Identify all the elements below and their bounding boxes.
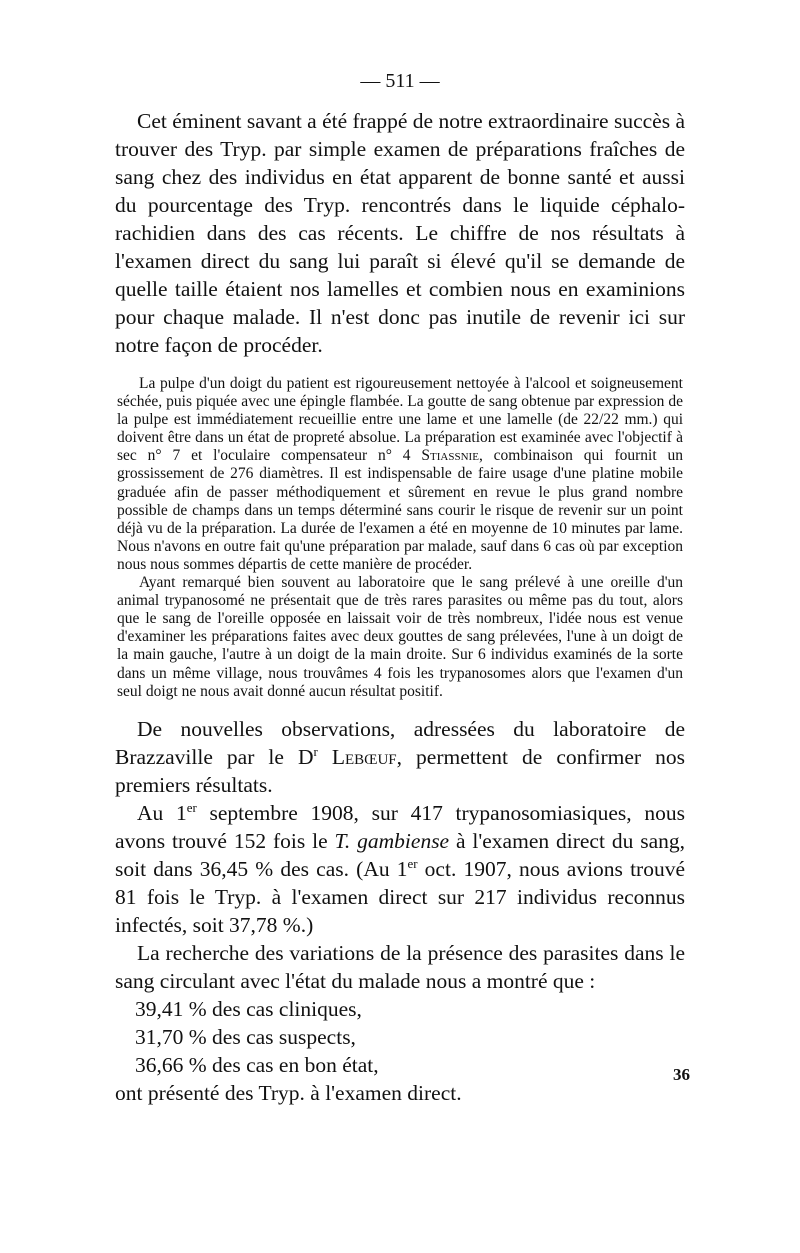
obs-text-b: , permettent de confirmer nos premiers résultats. [115, 744, 685, 797]
small-print-block [115, 375, 685, 701]
small-method-text-b: , combinaison qui fournit un grossissement de 276 diamètres. Il est indispensable de faire usage d'une platine mobile graduée afin de passer méthodiquement et sûrement en revue le plus grand nombre possible de champs dans un temps déterminé sans courir le risque de revenir sur un point déjà vu de la préparation. La durée de l'examen a été en moyenne de 10 minutes par lame. Nous n'avons en outre fait qu'une préparation par malade, sauf dans 6 cas où par exception nous nous sommes départis de cette manière de procéder. [117, 447, 683, 573]
ordinal-superscript-2: er [407, 856, 418, 871]
paragraph-intro: Cet éminent savant a été frappé de notre extraordinaire succès à trouver des Tryp. par simple examen de préparations fraîches de sang chez des individus en état apparent de bonne santé et aussi du pourcentage des Tryp. rencontrés dans le liquide céphalo-rachidien dans des cas récents. Le chiffre de nos résultats à l'examen direct du sang lui paraît si élevé qu'il se demande de quelle taille étaient nos lamelles et combien nous en examinions pour chaque malade. Il n'est donc pas inutile de revenir ici sur notre façon de procéder. [115, 109, 685, 357]
list-item: 39,41 % des cas cliniques, [135, 996, 362, 1021]
list-item: 36,66 % des cas en bon état, [135, 1052, 379, 1077]
paragraph-statistics [115, 799, 685, 939]
paragraph-variations: La recherche des variations de la présence des parasites dans le sang circulant avec l'état du malade nous a montré que : [115, 940, 685, 993]
obs-text-a: De nouvelles observations, adressées du laboratoire de Brazzaville par le D [115, 716, 685, 769]
small-method-text-a: La pulpe d'un doigt du patient est rigoureusement nettoyée à l'alcool et soigneusement séchée, puis piquée avec une épingle flambée. La goutte de sang obtenue par expression de la pulpe est immédiatement recueillie entre une lame et une lamelle (de 22/22 mm.) qui doivent être dans un état de propreté absolue. La préparation est examinée avec l'objectif à sec n° 7 et l'oculaire compensateur n° 4 [117, 375, 683, 465]
doctor-name: Lebœuf [331, 744, 397, 769]
small-paragraph-ears: Ayant remarqué bien souvent au laboratoire que le sang prélevé à une oreille d'un animal trypanosomé ne présentait que de très rares parasites ou même pas du tout, alors que le sang de l'oreille opposée en laissait voir de très nombreux, l'idée nous est venue d'examiner les préparations faites avec deux gouttes de sang prélevées, l'une à un doigt de la main gauche, l'autre à un doigt de la main droite. Sur 6 individus examinés de la sorte dans un même village, nous trouvâmes 4 fois les trypanosomes alors que l'examen d'un seul doigt ne nous avait donné aucun résultat positif. [117, 574, 683, 700]
stats-text-a: Au 1 [137, 800, 187, 825]
doctor-superscript: r [313, 744, 318, 759]
page [115, 70, 685, 1107]
stats-text-b: septembre 1908, sur 417 trypanosomiasiques, nous avons trouvé 152 fois le [115, 800, 685, 853]
closing-line: ont présenté des Tryp. à l'examen direct. [115, 1080, 462, 1105]
page-number: — 511 — [360, 70, 440, 92]
ordinal-superscript-1: er [186, 800, 197, 815]
list-item: 31,70 % des cas suspects, [135, 1024, 356, 1049]
percentage-list [115, 995, 685, 1079]
brand-name: Stiassnie [421, 447, 479, 465]
stats-text-c: à l'examen direct du sang, soit dans 36,45 % des cas. (Au 1 [115, 828, 685, 881]
species-name: T. gambiense [334, 828, 450, 853]
paragraph-observations [115, 715, 685, 799]
stats-text-d: oct. 1907, nous avions trouvé 81 fois le Tryp. à l'examen direct sur 217 individus reconnus infectés, soit 37,78 %.) [115, 856, 685, 937]
signature-mark: 36 [673, 1065, 690, 1084]
small-paragraph-method [115, 375, 685, 574]
